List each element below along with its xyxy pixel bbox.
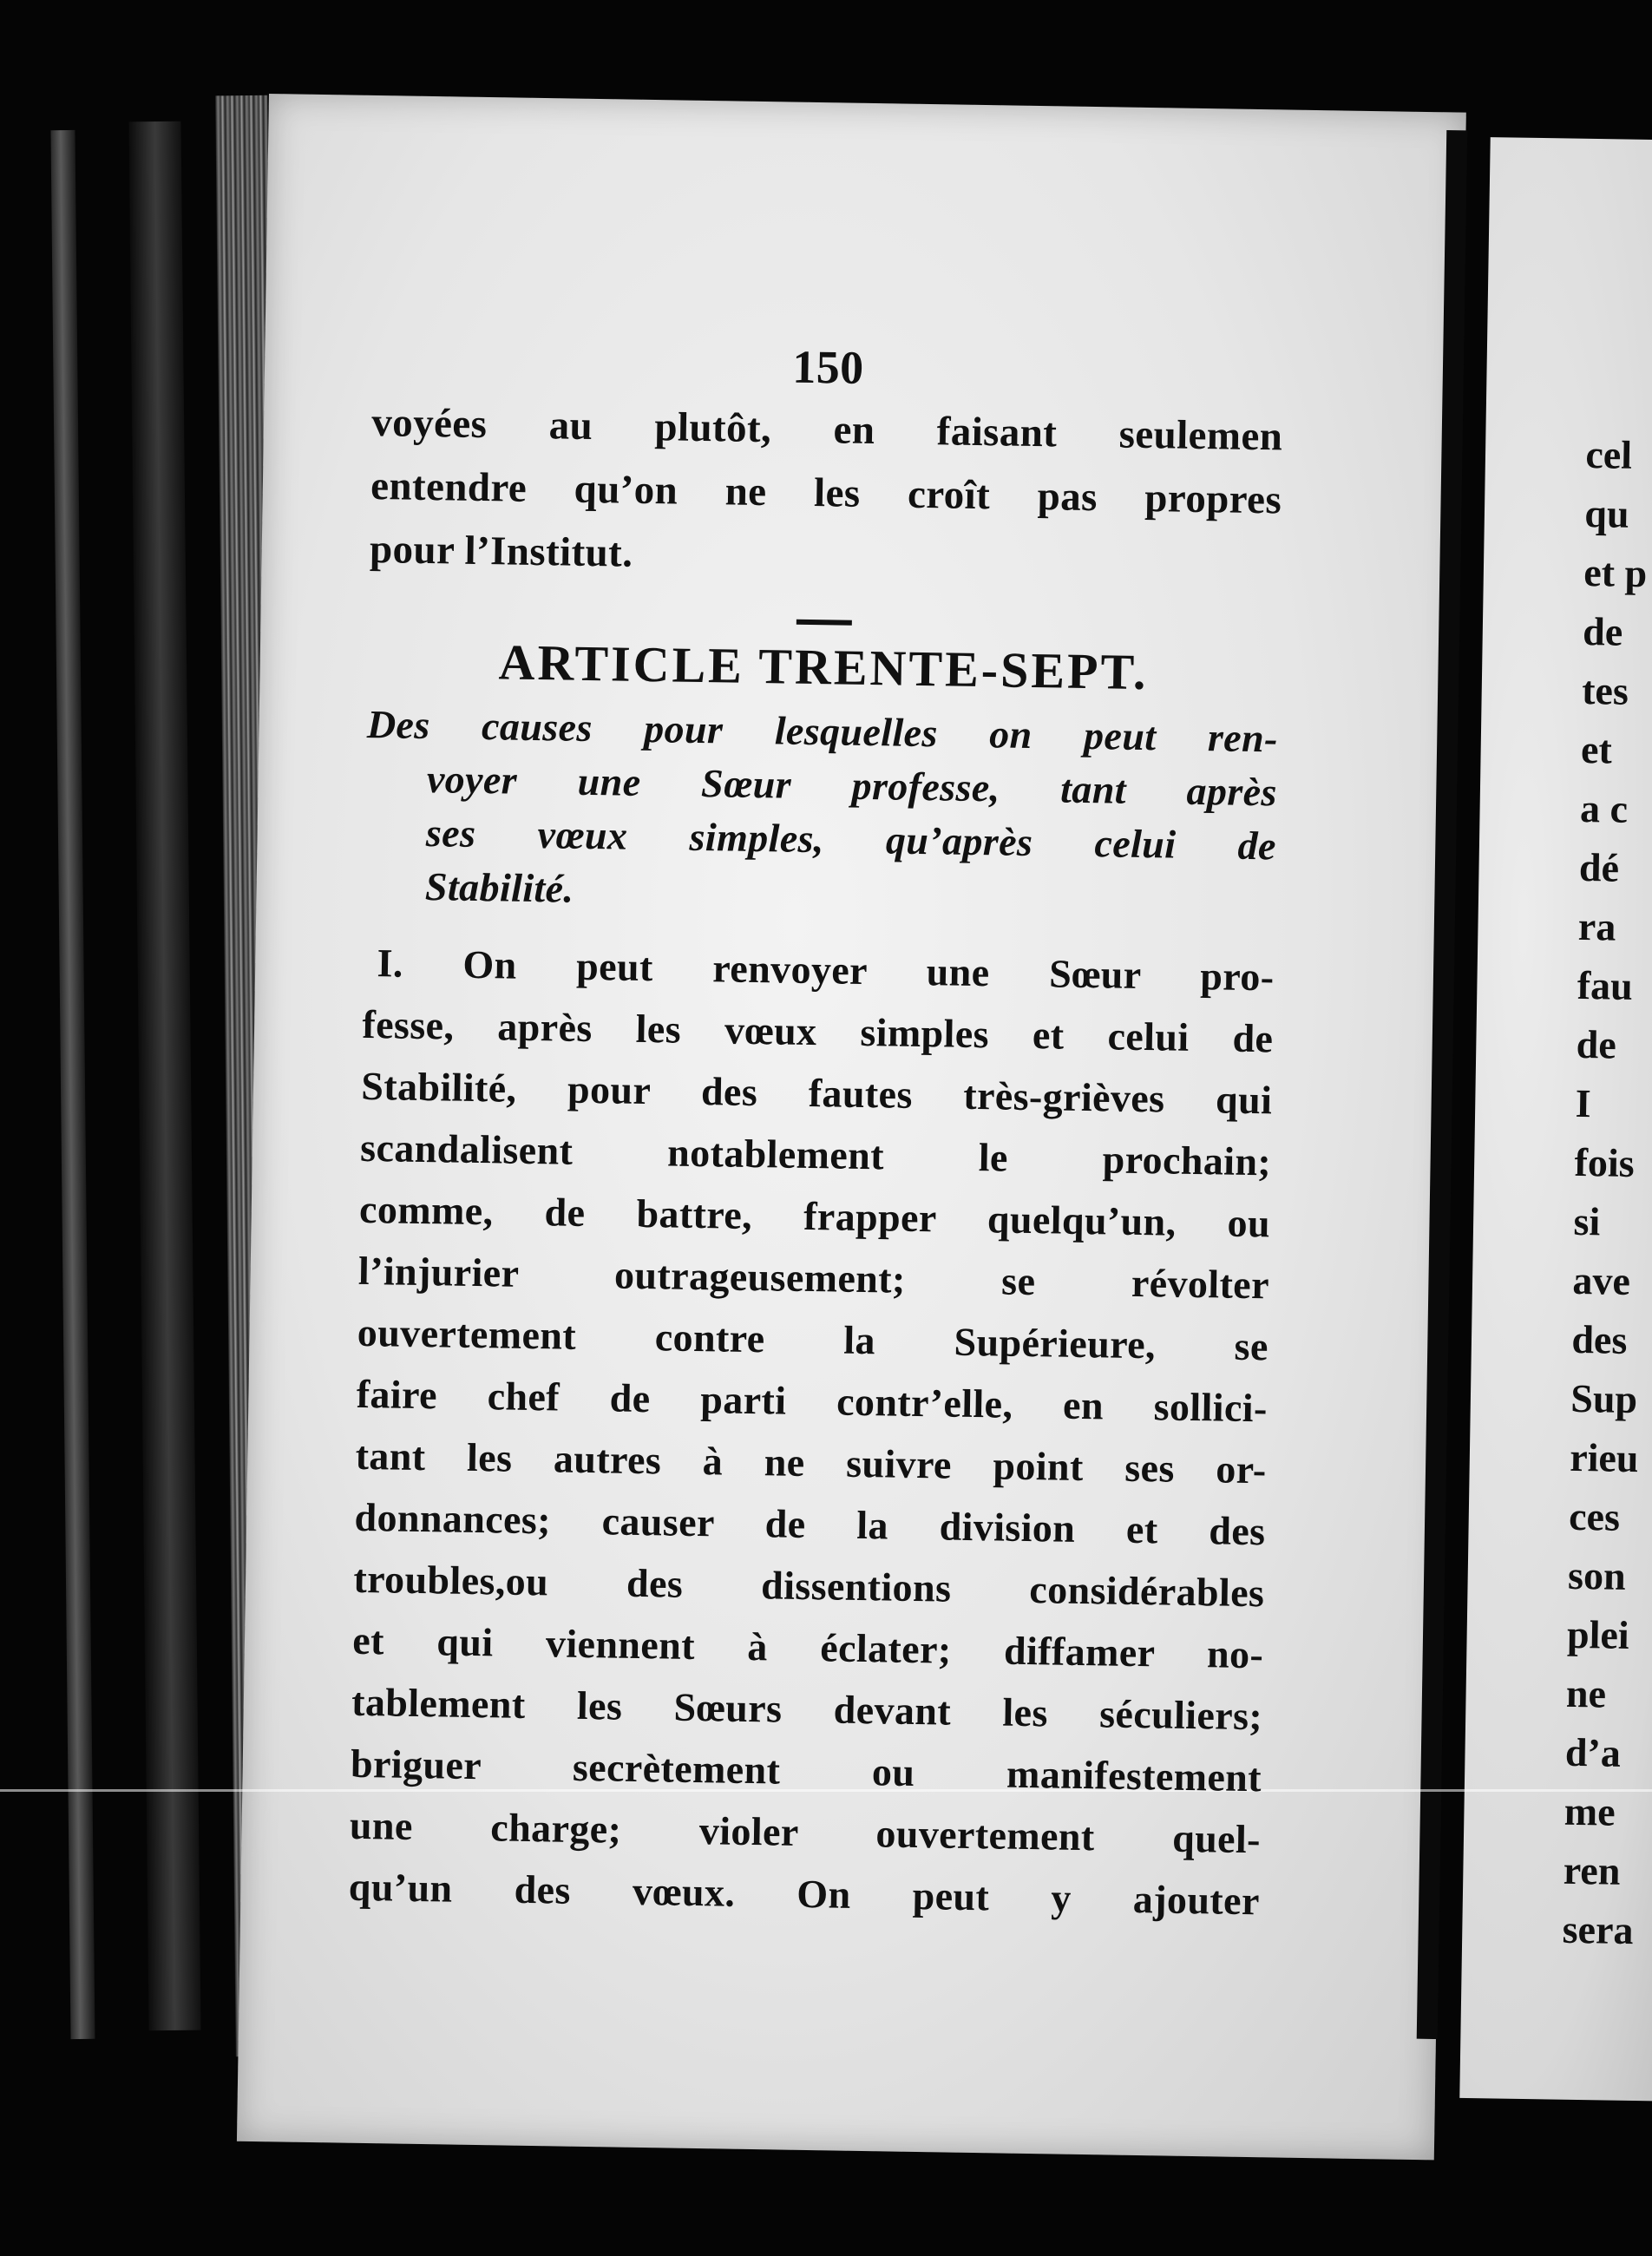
book-spine-shadow (128, 121, 200, 2031)
left-page-text (348, 334, 1284, 1931)
summary-line: Des causes pour lesquelles on peut ren- (366, 701, 1279, 761)
summary-line: voyer une Sœur professe, tant après (426, 757, 1278, 815)
right-fragment: des (1571, 1316, 1628, 1362)
right-fragment: tes (1581, 667, 1629, 713)
book-spine-edge (50, 130, 95, 2039)
right-fragment: a c (1579, 785, 1629, 831)
body-line: I. On peut renvoyer une Sœur pro- (377, 941, 1275, 1000)
body-line: troubles,ou des dissentions considérables (353, 1556, 1265, 1616)
text-line: entendre qu’on ne les croît pas propres (370, 462, 1282, 523)
right-fragment: si (1573, 1198, 1601, 1244)
right-fragment: ces (1568, 1493, 1621, 1539)
right-fragment: et p (1583, 549, 1648, 596)
body-line: comme, de battre, frapper quelqu’un, ou (358, 1186, 1271, 1246)
right-fragment: son (1567, 1552, 1627, 1598)
right-fragment: ren (1563, 1847, 1621, 1893)
article-summary (364, 698, 1279, 927)
right-fragment: plei (1566, 1611, 1630, 1657)
summary-line: ses vœux simples, qu’après celui de (425, 810, 1277, 869)
right-fragment: me (1564, 1788, 1616, 1834)
body-line: et qui viennent à éclater; diffamer no- (351, 1617, 1264, 1677)
body-line: l’injurier outrageusement; se révolter (357, 1248, 1270, 1308)
page-number: 150 (791, 340, 865, 394)
body-line: fesse, après les vœux simples et celui de (362, 1001, 1274, 1061)
right-fragment: sera (1562, 1906, 1634, 1953)
text-line: pour l’Institut. (369, 526, 633, 576)
body-line: donnances; causer de la division et des (354, 1494, 1266, 1554)
right-fragment: cel (1585, 431, 1633, 477)
continuation-paragraph (370, 391, 1283, 595)
right-fragment: ave (1572, 1257, 1631, 1303)
right-fragment: de (1582, 608, 1623, 654)
right-fragment: qu (1584, 490, 1629, 536)
right-fragment: et (1580, 726, 1613, 772)
body-line: qu’un des vœux. On peut y ajouter (348, 1864, 1261, 1924)
right-fragment: fois (1574, 1139, 1636, 1185)
right-fragment: d’a (1564, 1729, 1622, 1775)
article-heading: ARTICLE TRENTE-SEPT. (498, 633, 1149, 701)
body-line: briguer secrètement ou manifestement (350, 1741, 1262, 1800)
body-line: tablement les Sœurs devant les séculiers; (351, 1679, 1263, 1739)
right-fragment: ne (1565, 1670, 1607, 1716)
summary-line: Stabilité. (424, 864, 574, 911)
body-line: ouvertement contre la Supérieure, se (357, 1309, 1269, 1369)
right-fragment: fau (1577, 962, 1634, 1008)
body-line: faire chef de parti contr’elle, en sollici- (356, 1371, 1268, 1431)
right-fragment: ra (1577, 903, 1616, 949)
article-body (348, 932, 1275, 1931)
body-line: tant les autres à ne suivre point ses or- (355, 1433, 1267, 1492)
body-line: scandalisent notablement le prochain; (359, 1125, 1272, 1184)
body-line: Stabilité, pour des fautes très-grièves qui (360, 1063, 1273, 1123)
text-line: voyées au plutôt, en faisant seulemen (370, 399, 1283, 460)
right-fragment: Sup (1570, 1375, 1638, 1422)
body-line: une charge; violer ouvertement quel- (349, 1802, 1262, 1862)
right-fragment: rieu (1569, 1434, 1639, 1481)
right-fragment: de (1576, 1021, 1617, 1067)
heading-rule (796, 620, 852, 626)
right-fragment: I (1575, 1080, 1592, 1126)
right-fragment: dé (1578, 844, 1620, 890)
